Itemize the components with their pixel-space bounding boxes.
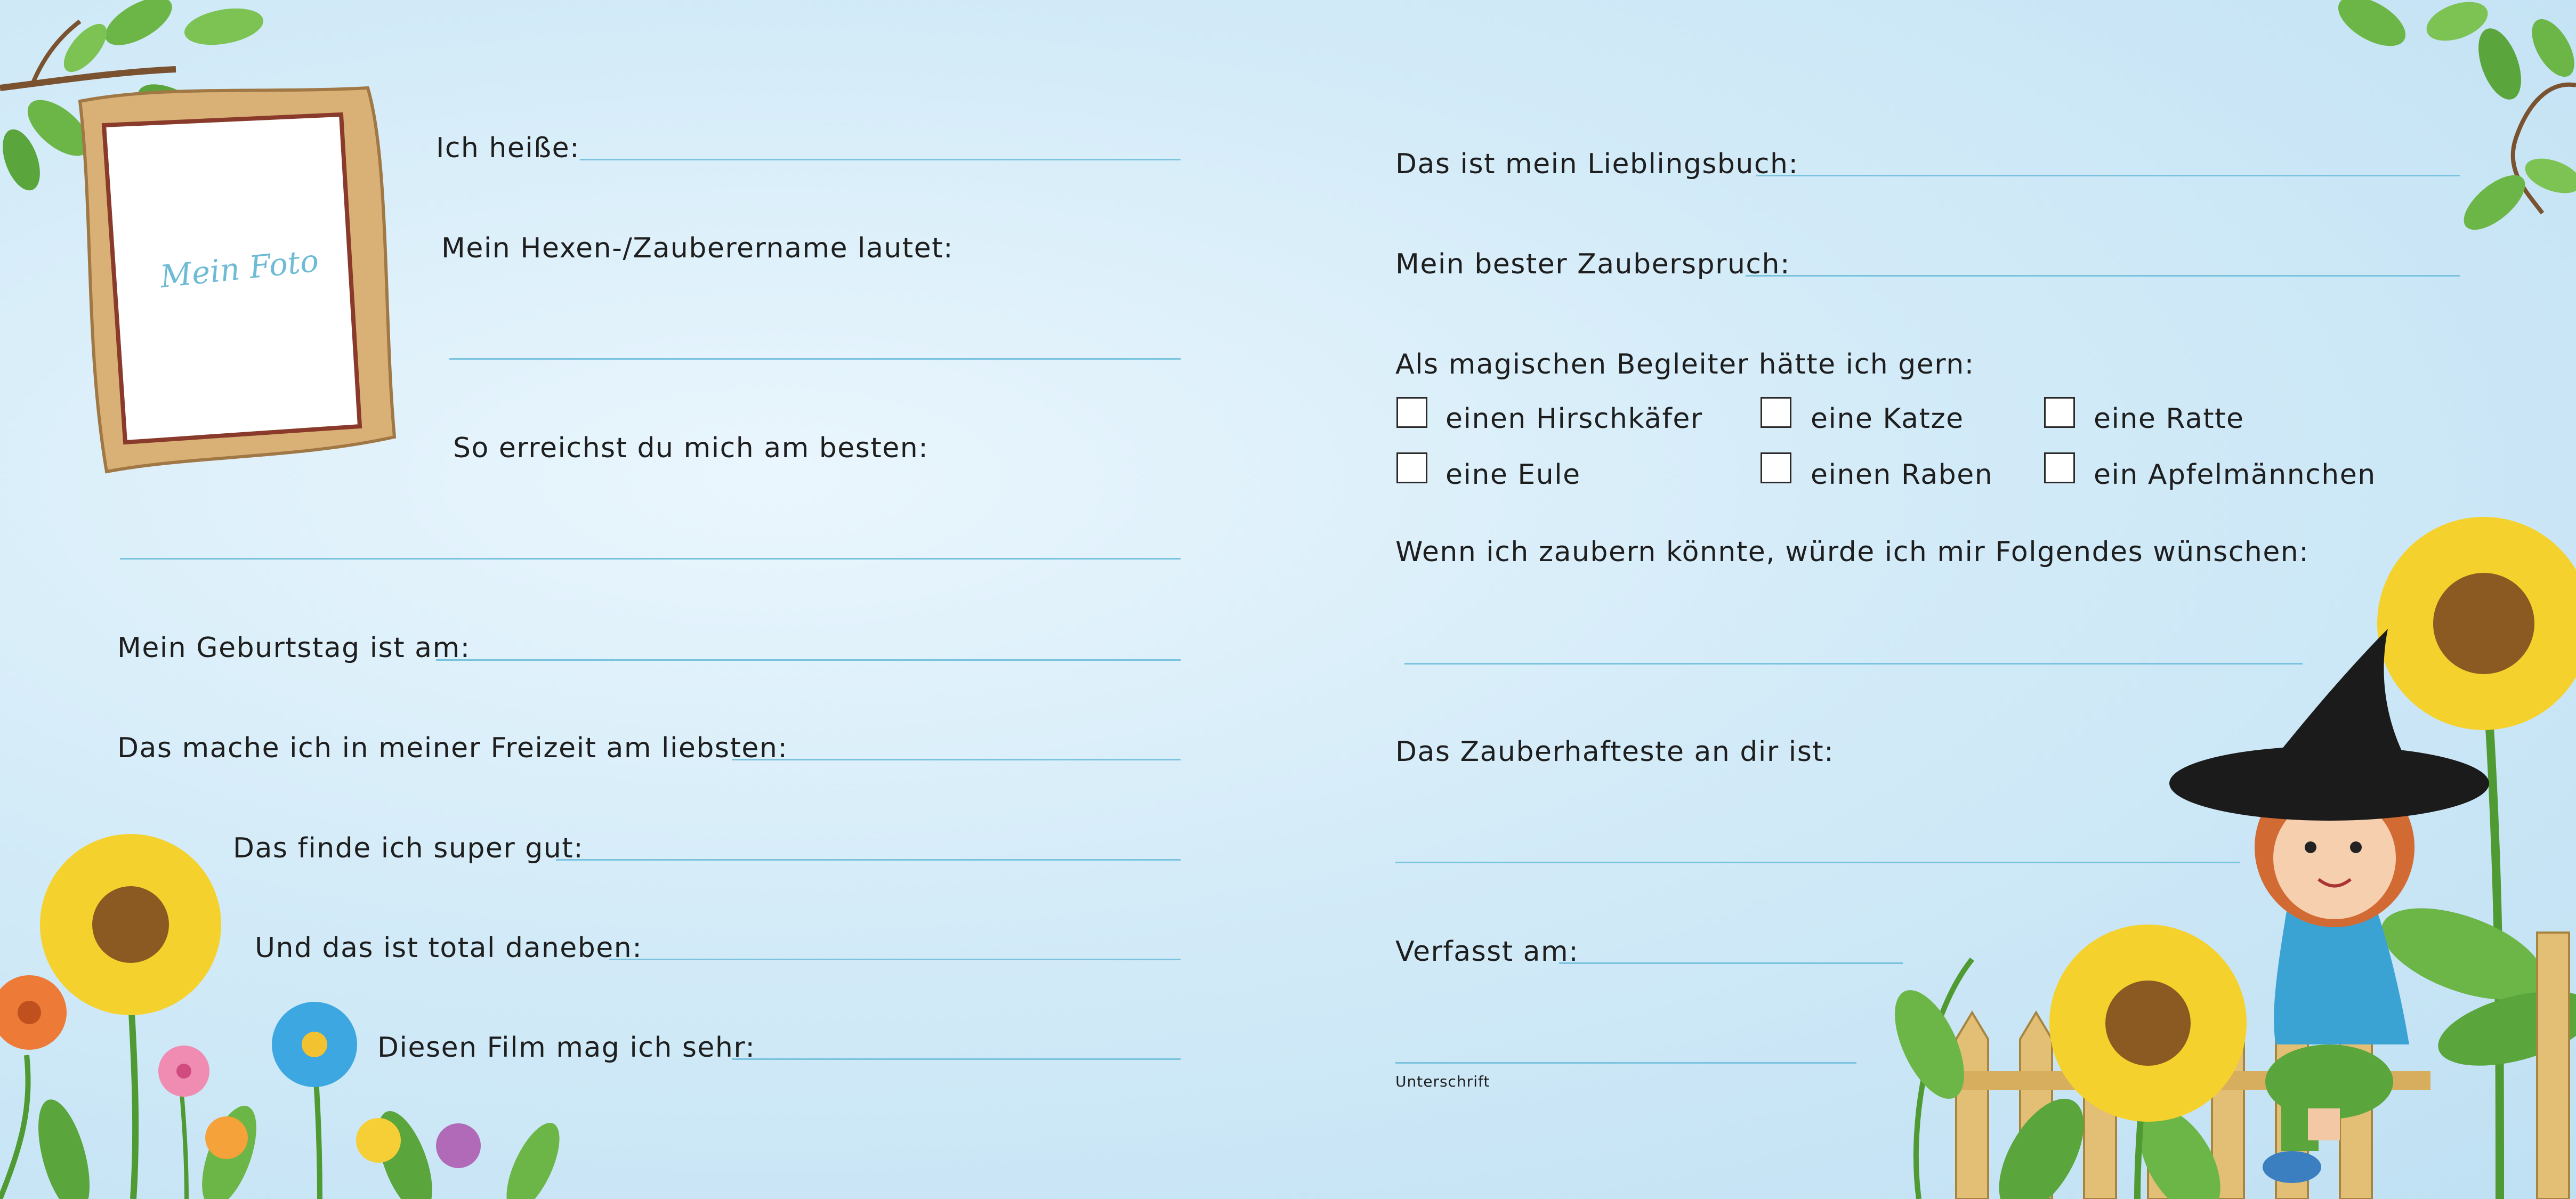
spell-label: Mein bester Zauberspruch:: [1395, 248, 1790, 280]
magic-name-write-line[interactable]: [449, 358, 1181, 360]
option-apfelmaennchen-label: ein Apfelmännchen: [2094, 459, 2376, 491]
hobby-label: Das mache ich in meiner Freizeit am liebsten:: [117, 732, 788, 764]
dislikes-label: Und das ist total daneben:: [255, 932, 643, 964]
contact-write-line[interactable]: [120, 558, 1181, 560]
signature-write-line[interactable]: [1395, 1062, 1856, 1064]
name-write-line[interactable]: [580, 159, 1181, 160]
checkbox-katze[interactable]: [1761, 397, 1791, 428]
companion-label: Als magischen Begleiter hätte ich gern:: [1395, 349, 1975, 380]
film-write-line[interactable]: [732, 1058, 1181, 1060]
likes-label: Das finde ich super gut:: [233, 832, 584, 864]
magical-thing-label: Das Zauberhafteste an dir ist:: [1395, 736, 1835, 768]
flowers-bottom-left: [0, 834, 570, 1199]
written-on-write-line[interactable]: [1559, 962, 1903, 964]
checkbox-hirschkaefer[interactable]: [1396, 397, 1427, 428]
contact-label: So erreichst du mich am besten:: [453, 432, 929, 464]
checkbox-eule[interactable]: [1396, 452, 1427, 483]
option-katze-label: eine Katze: [1811, 403, 1964, 435]
birthday-label: Mein Geburtstag ist am:: [117, 632, 471, 664]
likes-write-line[interactable]: [556, 859, 1181, 861]
magical-thing-write-line[interactable]: [1395, 862, 2240, 863]
birthday-write-line[interactable]: [436, 659, 1181, 661]
hobby-write-line[interactable]: [732, 759, 1181, 760]
checkbox-apfelmaennchen[interactable]: [2044, 452, 2075, 483]
option-ratte-label: eine Ratte: [2094, 403, 2244, 435]
checkbox-raben[interactable]: [1761, 452, 1791, 483]
option-hirschkaefer-label: einen Hirschkäfer: [1446, 403, 1703, 435]
dislikes-write-line[interactable]: [609, 959, 1181, 960]
name-label: Ich heiße:: [436, 132, 580, 164]
written-on-label: Verfasst am:: [1395, 936, 1579, 968]
wish-label: Wenn ich zaubern könnte, würde ich mir Folgendes wünschen:: [1395, 536, 2309, 568]
film-label: Diesen Film mag ich sehr:: [377, 1032, 756, 1064]
magic-name-label: Mein Hexen-/Zauberername lautet:: [441, 232, 954, 264]
wish-write-line[interactable]: [1404, 663, 2303, 665]
garden-scene-bottom-right: [1880, 517, 2576, 1199]
leaves-top-right: [2330, 0, 2576, 240]
option-raben-label: einen Raben: [1811, 459, 1993, 491]
signature-label: Unterschrift: [1395, 1073, 1490, 1090]
photo-label: Mein Foto: [158, 242, 321, 295]
book-label: Das ist mein Lieblingsbuch:: [1395, 148, 1799, 180]
checkbox-ratte[interactable]: [2044, 397, 2075, 428]
option-eule-label: eine Eule: [1446, 459, 1581, 491]
spell-write-line[interactable]: [1746, 275, 2460, 277]
book-write-line[interactable]: [1756, 175, 2460, 176]
